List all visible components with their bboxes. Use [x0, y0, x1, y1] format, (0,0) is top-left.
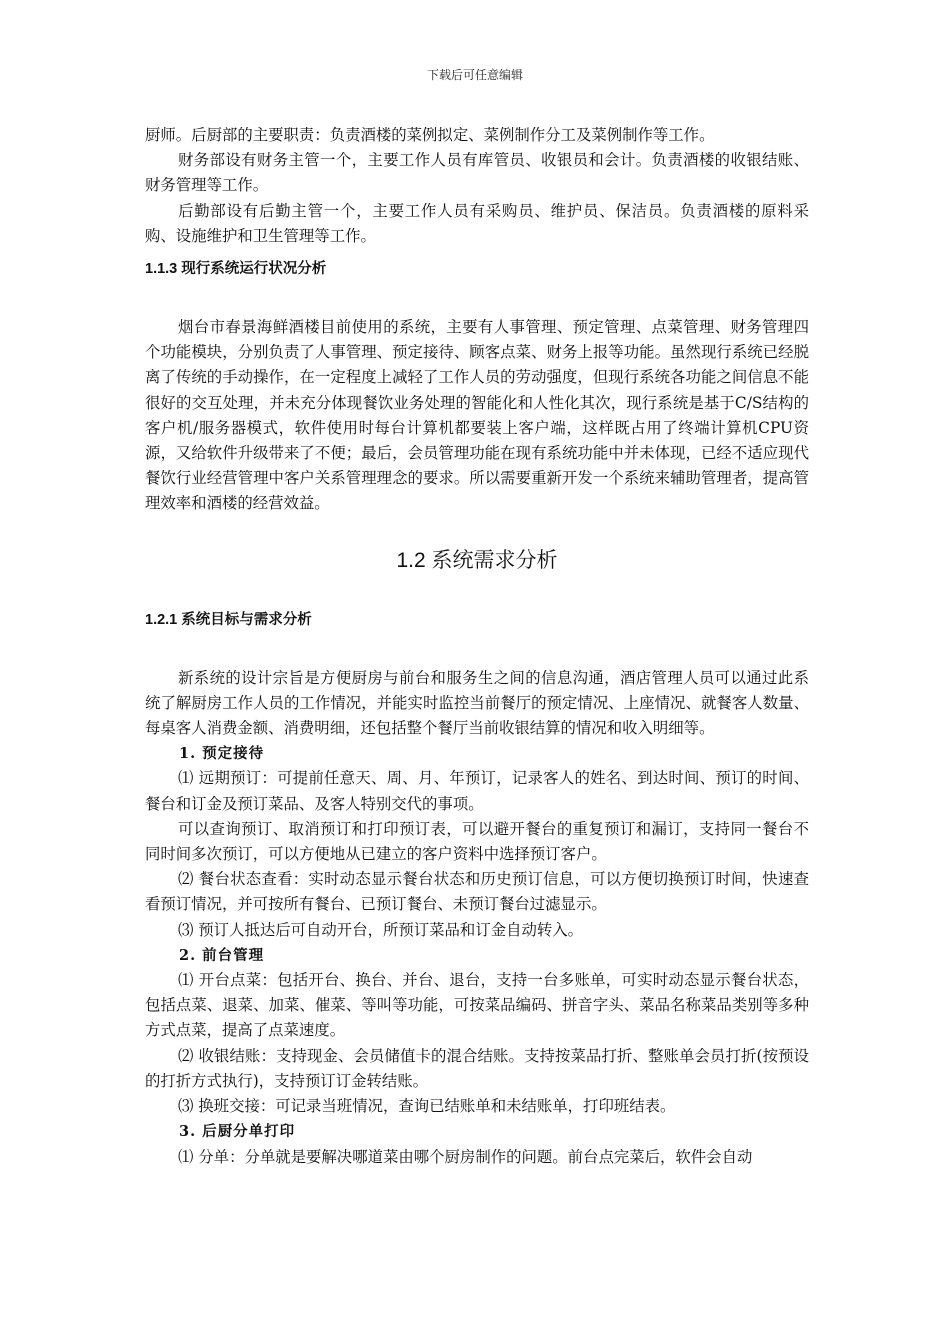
numbered-heading: 2. 前台管理 [179, 946, 265, 964]
page-header: 下载后可任意编辑 [426, 68, 523, 82]
paragraph: ⑶ 预订人抵达后可自动开台，所预订菜品和订金自动转入。 [178, 920, 584, 939]
paragraph: ⑶ 换班交接：可记录当班情况，查询已结账单和未结账单，打印班结表。 [178, 1097, 676, 1116]
numbered-heading: 3. 后厨分单打印 [179, 1123, 296, 1141]
paragraph: ⑵ 收银结账：支持现金、会员储值卡的混合结账。支持按菜品打折、整账单会员打折(按预设的打折方式执行)，支持预订订金转结账。 [145, 1046, 809, 1090]
paragraph: ⑴ 分单：分单就是要解决哪道菜由哪个厨房制作的问题。前台点完菜后，软件会自动 [178, 1147, 753, 1166]
section-heading-1-2-1: 1.2.1 系统目标与需求分析 [145, 611, 312, 628]
numbered-heading: 1. 预定接待 [179, 745, 265, 763]
paragraph: 后勤部设有后勤主管一个，主要工作人员有采购员、维护员、保洁员。负责酒楼的原料采购、设施维护和卫生管理等工作。 [145, 201, 809, 245]
paragraph: 厨师。后厨部的主要职责：负责酒楼的菜例拟定、菜例制作分工及菜例制作等工作。 [145, 126, 715, 144]
section-heading-1-2: 1.2 系统需求分析 [396, 548, 558, 572]
paragraph: 可以查询预订、取消预订和打印预订表，可以避开餐台的重复预订和漏订，支持同一餐台不同时间多次预订，可以方便地从已建立的客户资料中选择预订客户。 [145, 819, 809, 864]
paragraph: 财务部设有财务主管一个，主要工作人员有库管员、收银员和会计。负责酒楼的收银结账、财务管理等工作。 [145, 151, 809, 195]
paragraph: ⑴ 开台点菜：包括开台、换台、并台、退台，支持一台多账单，可实时动态显示餐台状态，包括点菜、退菜、加菜、催菜、等叫等功能，可按菜品编码、拼音字头、菜品名称菜品类别等多种方式点菜，提高了点菜速度。 [145, 971, 809, 1040]
paragraph: 烟台市春景海鲜酒楼目前使用的系统，主要有人事管理、预定管理、点菜管理、财务管理四个功能模块，分别负责了人事管理、预定接待、顾客点菜、财务上报等功能。虽然现行系统已经脱离了传统的手动操作，在一定程度上减轻了工作人员的劳动强度，但现行系统各功能之间信息不能很好的交互处理，并未充分体现餐饮业务处理的智能化和人性化其次，现行系统是基于C/S结构的客户机/服务器模式，软件使用时每台计算机都要装上客户端，这样既占用了终端计算机CPU资源，又给软件升级带来了不便；最后，会员管理功能在现有系统功能中并未体现，已经不适应现代餐饮行业经营管理中客户关系管理理念的要求。所以需要重新开发一个系统来辅助管理者，提高管理效率和酒楼的经营效益。 [145, 318, 809, 513]
paragraph: ⑴ 远期预订：可提前任意天、周、月、年预订，记录客人的姓名、到达时间、预订的时间、餐台和订金及预订菜品、及客人特别交代的事项。 [145, 769, 809, 813]
document-body [145, 123, 809, 1170]
section-heading-1-1-3: 1.1.3 现行系统运行状况分析 [145, 261, 327, 278]
paragraph: ⑵ 餐台状态查看：实时动态显示餐台状态和历史预订信息，可以方便切换预订时间，快速查看预订情况，并可按所有餐台、已预订餐台、未预订餐台过滤显示。 [145, 870, 809, 914]
paragraph: 新系统的设计宗旨是方便厨房与前台和服务生之间的信息沟通，酒店管理人员可以通过此系统了解厨房工作人员的工作情况，并能实时监控当前餐厅的预定情况、上座情况、就餐客人数量、每桌客人消费金额、消费明细，还包括整个餐厅当前收银结算的情况和收入明细等。 [145, 668, 809, 738]
